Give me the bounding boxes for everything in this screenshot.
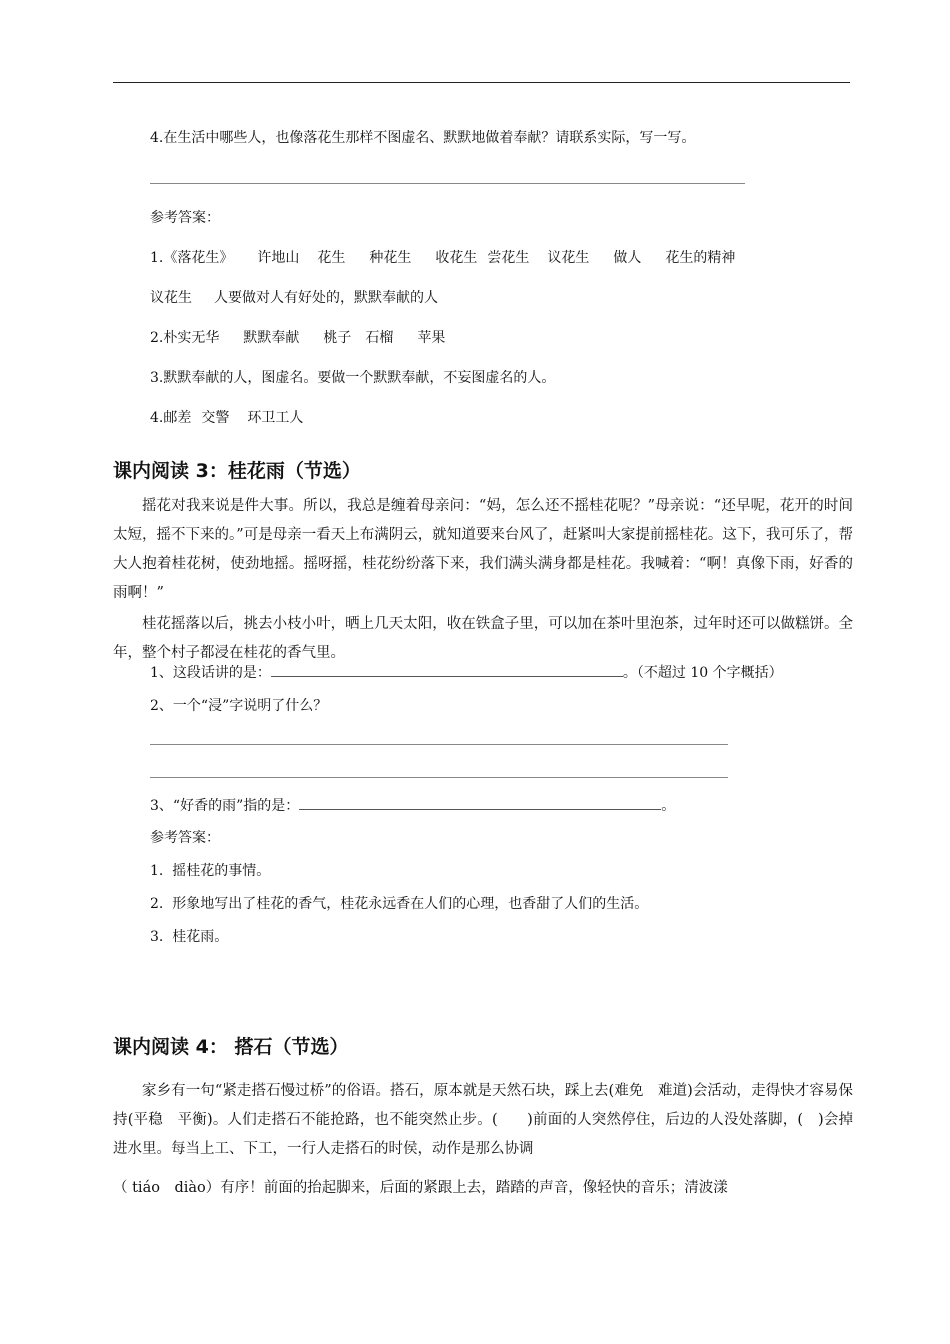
section-heading-reading-3: 课内阅读 3：桂花雨（节选） (113, 460, 361, 482)
top-rule (113, 82, 850, 83)
answer-1-cont: 议花生 人要做对人有好处的，默默奉献的人 (150, 290, 438, 306)
answer-blank-line (150, 183, 745, 184)
answer-4: 4.邮差 交警 环卫工人 (150, 410, 304, 426)
reading-3-question-1: 1、这段话讲的是： 。（不超过 10 个字概括） (150, 665, 783, 681)
question-4: 4.在生活中哪些人，也像落花生那样不图虚名、默默地做着奉献？请联系实际，写一写。 (150, 130, 696, 146)
reading-3-passage (113, 492, 853, 668)
reading-3-answers-title: 参考答案： (150, 830, 220, 846)
answer-blank-line (150, 777, 728, 778)
reading-3-question-2: 2、一个“浸”字说明了什么？ (150, 698, 328, 714)
answer-blank-line (150, 744, 728, 745)
reading-3-answer-1: 1. 摇桂花的事情。 (150, 863, 271, 879)
reading-4-paragraph-cont: （ tiáo diào）有序！前面的抬起脚来，后面的紧跟上去，踏踏的声音，像轻快的音乐；清波漾 (113, 1180, 728, 1196)
answer-3: 3.默默奉献的人，图虚名。要做一个默默奉献，不妄图虚名的人。 (150, 370, 556, 386)
answers-title: 参考答案： (150, 210, 220, 226)
reading-3-paragraph: 桂花摇落以后，挑去小枝小叶，晒上几天太阳，收在铁盒子里，可以加在茶叶里泡茶，过年时还可以做糕饼。全年，整个村子都浸在桂花的香气里。 (113, 616, 853, 661)
reading-3-question-3: 3、“好香的雨”指的是： 。 (150, 798, 676, 814)
reading-3-answer-3: 3. 桂花雨。 (150, 929, 229, 945)
reading-4-paragraph: 家乡有一句“紧走搭石慢过桥”的俗语。搭石，原本就是天然石块，踩上去(难免 难道)会活动，走得快才容易保持(平稳 平衡)。人们走搭石不能抢路，也不能突然止步。( )前面的人突然停住，后边的人没处落脚，( )会掉进水里。每当上工、下工，一行人走搭石的时侯，动作是那么协调 (113, 1083, 853, 1157)
answer-1: 1.《落花生》 许地山 花生 种花生 收花生 尝花生 议花生 做人 花生的精神 (150, 250, 736, 266)
reading-3-paragraph: 摇花对我来说是件大事。所以，我总是缠着母亲问：“妈，怎么还不摇桂花呢？”母亲说：“还早呢，花开的时间太短，摇不下来的。”可是母亲一看天上布满阴云，就知道要来台风了，赶紧叫大家提前摇桂花。这下，我可乐了，帮大人抱着桂花树，使劲地摇。摇呀摇，桂花纷纷落下来，我们满头满身都是桂花。我喊着：“啊！真像下雨，好香的雨啊！” (113, 498, 853, 601)
reading-4-passage (113, 1077, 853, 1164)
answer-2: 2.朴实无华 默默奉献 桃子 石榴 苹果 (150, 330, 446, 346)
reading-3-answer-2: 2. 形象地写出了桂花的香气，桂花永远香在人们的心理，也香甜了人们的生活。 (150, 896, 649, 912)
section-heading-reading-4: 课内阅读 4： 搭石（节选） (113, 1036, 349, 1058)
